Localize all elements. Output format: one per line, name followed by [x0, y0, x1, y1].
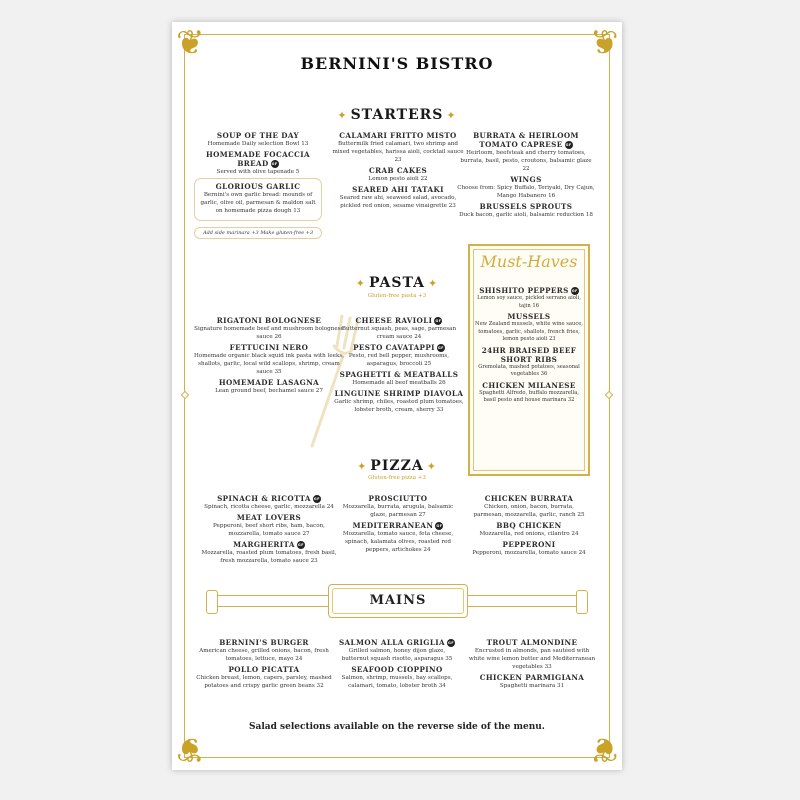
pizza-col-1 [200, 494, 338, 567]
pasta-col-2 [334, 316, 464, 416]
item-name: TROUT ALMONDINE [486, 638, 578, 647]
starters-heading: ✦ STARTERS ✦ [337, 107, 457, 123]
pizza-col-3 [470, 494, 588, 559]
item-desc: Bernini's own garlic bread: mounds of garlic, olive oil, parmesan & maldon salt on homemade pizza dough 13 [200, 192, 316, 214]
mains-banner [208, 584, 586, 618]
item-desc: Encrusted in almonds, pan sautéed with white wine lemon butter and Mediterranean vegetables 33 [468, 648, 596, 670]
item-name: CHICKEN PARMIGIANA [479, 673, 585, 682]
menu-item [196, 638, 332, 663]
item-name: HOMEMADE FOCACCIA BREAD GF [205, 150, 311, 168]
item-name: PROSCIUTTO [368, 494, 428, 503]
starters-col-1 [194, 131, 322, 239]
menu-item [332, 185, 464, 210]
banner-end-ornament-icon [576, 590, 588, 614]
menu-item [194, 378, 344, 395]
item-name: MUSSELS [507, 312, 551, 321]
item-desc: Homemade Daily selection Bowl 13 [207, 141, 309, 147]
item-name: CHICKEN MILANESE [482, 380, 576, 390]
menu-item [334, 389, 464, 414]
menu-item [474, 381, 584, 405]
item-name: BBQ CHICKEN [496, 521, 562, 530]
menu-item [456, 202, 596, 219]
item-name: CHEESE RAVIOLI GF [355, 316, 442, 325]
banner-box [328, 584, 468, 618]
item-name: MEAT LOVERS [236, 513, 302, 522]
item-name: SEAFOOD CIOPPINO [351, 665, 443, 674]
menu-item [334, 343, 464, 368]
item-desc: Pepperoni, beef short ribs, ham, bacon, mozzarella, tomato sauce 27 [213, 523, 325, 537]
item-name: BRUSSELS SPROUTS [479, 202, 573, 211]
must-haves-title: Must-Haves [480, 252, 578, 271]
item-desc: Pesto, red bell pepper, mushrooms, asparagus, broccoli 25 [348, 353, 450, 367]
gf-badge-icon: GF [437, 346, 444, 350]
item-desc: Salmon, shrimp, mussels, bay scallops, calamari, tomato, lobster broth 34 [341, 675, 453, 689]
menu-sheet [172, 22, 622, 770]
menu-item [196, 665, 332, 690]
item-name: SEARED AHI TATAKI [352, 185, 444, 194]
item-desc: Heirloom, beefsteak and cherry tomatoes, burrata, basil, pesto, croutons, balsamic glaze 22 [460, 150, 592, 172]
gf-badge-icon: GF [447, 641, 455, 645]
item-desc: Lemon pesto aioli 22 [368, 176, 428, 182]
corner-ornament-icon: ❦ [589, 729, 618, 769]
pizza-heading: ✦ PIZZA ✦ [357, 458, 437, 474]
gf-badge-icon: GF [435, 319, 442, 323]
glorious-garlic-box [194, 178, 322, 221]
menu-item [194, 150, 322, 176]
restaurant-title: BERNINI'S BISTRO [300, 54, 494, 73]
item-name: 24HR BRAISED BEEF SHORT RIBS [481, 345, 577, 364]
gf-badge-icon: GF [271, 162, 278, 166]
item-desc: Signature homemade beef and mushroom bolognese sauce 26 [194, 326, 344, 340]
menu-item [470, 494, 588, 519]
banner-end-ornament-icon [206, 590, 218, 614]
pasta-heading: ✦ PASTA ✦ [355, 275, 439, 291]
gf-badge-icon: GF [571, 289, 578, 293]
sparkle-icon: ✦ [357, 460, 368, 473]
menu-item [332, 166, 464, 183]
item-name: GLORIOUS GARLIC [215, 182, 301, 191]
item-name: CRAB CAKES [368, 166, 428, 175]
item-desc: Mozzarella, tomato sauce, feta cheese, spinach, kalamata olives, roasted red peppers, artichokes 24 [342, 531, 454, 553]
menu-item [474, 346, 584, 379]
menu-item [456, 175, 596, 200]
pizza-col-2 [340, 494, 456, 556]
item-desc: Gremolata, mashed potatoes, seasonal vegetables 36 [478, 363, 580, 377]
footer-note: Salad selections available on the reverse side of the menu. [249, 722, 545, 732]
item-name: BURRATA & HEIRLOOM TOMATO CAPRESE GF [473, 131, 579, 149]
item-name: SHISHITO PEPPERS GF [479, 286, 578, 295]
item-name: PESTO CAVATAPPI GF [353, 343, 444, 352]
menu-item [336, 665, 458, 690]
menu-item [470, 540, 588, 557]
item-name: MEDITERRANEAN GF [352, 521, 443, 530]
menu-item [332, 131, 464, 164]
item-desc: Seared raw ahi, seaweed salad, avocado, pickled red onion, sesame vinaigrette 23 [339, 195, 457, 209]
corner-ornament-icon: ❦ [176, 729, 205, 769]
item-name: FETTUCINI NERO [229, 343, 309, 352]
menu-item [468, 638, 596, 671]
menu-item [194, 316, 344, 341]
item-name: BERNINI'S BURGER [219, 638, 309, 647]
starters-col-2 [332, 131, 464, 212]
menu-item [336, 638, 458, 663]
item-desc: Grilled salmon, honey dijon glaze, butternut squash risotto, asparagus 35 [341, 648, 453, 662]
sparkle-icon: ✦ [355, 277, 366, 290]
menu-item [200, 540, 338, 565]
gf-badge-icon: GF [313, 497, 320, 501]
item-name: SOUP OF THE DAY [216, 131, 300, 140]
menu-item [334, 370, 464, 387]
item-desc: Butternut squash, peas, sage, parmesan cream sauce 24 [341, 326, 457, 340]
sparkle-icon: ✦ [426, 460, 437, 473]
starters-col-3 [456, 131, 596, 221]
item-desc: Chicken breast, lemon, capers, parsley, mashed potatoes and crispy garlic green beans 32 [196, 675, 332, 689]
menu-item [194, 131, 322, 148]
starters-addons: Add side marinara +3 Make gluten-free +3 [194, 227, 322, 239]
item-name: LINGUINE SHRIMP DIAVOLA [334, 389, 464, 398]
item-desc: Homemade all beef meatballs 26 [352, 380, 446, 386]
item-desc: Lemon soy sauce, pickled serrano aioli, tajin 16 [477, 295, 581, 309]
item-desc: Chicken, onion, bacon, burrata, parmesan, mozzarella, garlic, ranch 25 [473, 504, 585, 518]
item-desc: New Zealand mussels, white wine sauce, tomatoes, garlic, shallots, french fries, lemon pesto aioli 23 [475, 321, 583, 342]
gf-badge-icon: GF [565, 143, 572, 147]
pizza-subtitle: Gluten-free pizza +3 [368, 475, 426, 481]
menu-item [456, 131, 596, 173]
mains-heading: MAINS [369, 593, 427, 608]
mains-col-1 [196, 638, 332, 692]
item-name: SPINACH & RICOTTA GF [217, 494, 320, 503]
sparkle-icon: ✦ [428, 277, 439, 290]
item-desc: Mozzarella, red onions, cilantro 24 [479, 531, 579, 537]
item-name: RIGATONI BOLOGNESE [216, 316, 322, 325]
menu-item [468, 673, 596, 690]
gf-badge-icon: GF [436, 524, 443, 528]
item-name: HOMEMADE LASAGNA [218, 378, 320, 387]
item-desc: Buttermilk fried calamari, two shrimp and mixed vegetables, harissa aioli, cocktail sauce 23 [332, 141, 464, 163]
item-name: WINGS [510, 175, 542, 184]
item-desc: Mozzarella, burrata, arugula, balsamic glaze, parmesan 27 [342, 504, 454, 518]
item-desc: Lean ground beef, bechamel sauce 27 [215, 388, 323, 394]
corner-ornament-icon: ❦ [589, 23, 618, 63]
item-desc: Duck bacon, garlic aioli, balsamic reduction 18 [459, 212, 593, 218]
pasta-subtitle: Gluten-free pasta +3 [367, 293, 427, 299]
item-name: MARGHERITA GF [233, 540, 304, 549]
mains-col-3 [468, 638, 596, 692]
item-desc: Spinach, ricotta cheese, garlic, mozzarella 24 [204, 504, 334, 510]
item-desc: Mozzarella, roasted plum tomatoes, fresh basil, fresh mozzarella, tomato sauce 23 [201, 550, 337, 564]
item-name: SALMON ALLA GRIGLIA GF [338, 638, 455, 647]
menu-item [340, 521, 456, 554]
item-desc: Choose from: Spicy Buffalo, Teriyaki, Dry Cajun, Mango Habanero 16 [457, 185, 595, 199]
item-desc: Pepperoni, mozzarella, tomato sauce 24 [472, 550, 586, 556]
item-desc: Garlic shrimp, chiles, roasted plum tomatoes, lobster broth, cream, sherry 33 [334, 399, 464, 413]
item-name: CALAMARI FRITTO MISTO [339, 131, 457, 140]
menu-item [474, 312, 584, 344]
gf-badge-icon: GF [297, 543, 304, 547]
corner-ornament-icon: ❦ [176, 23, 205, 63]
menu-item [200, 513, 338, 538]
item-name: POLLO PICATTA [228, 665, 300, 674]
item-name: CHICKEN BURRATA [484, 494, 574, 503]
menu-item [194, 343, 344, 376]
item-desc: Homemade organic black squid ink pasta with leeks, shallots, garlic, local wild scallops, shrimp, cream sauce 35 [194, 353, 344, 375]
pasta-col-1 [194, 316, 344, 397]
mains-col-2 [336, 638, 458, 692]
item-name: SPAGHETTI & MEATBALLS [339, 370, 459, 379]
item-name: PEPPERONI [502, 540, 556, 549]
menu-item [334, 316, 464, 341]
item-desc: Spaghetti marinara 31 [499, 683, 565, 689]
menu-item [200, 494, 338, 511]
sparkle-icon: ✦ [337, 109, 348, 122]
menu-item [340, 494, 456, 519]
sparkle-icon: ✦ [446, 109, 457, 122]
item-desc: American cheese, grilled onions, bacon, fresh tomatoes, lettuce, mayo 24 [199, 648, 329, 662]
must-haves-list [474, 286, 584, 407]
menu-item [470, 521, 588, 538]
item-desc: Spaghetti Alfredo, buffalo mozzarella, basil pesto and house marinara 32 [479, 389, 579, 403]
item-desc: Served with olive tapenade 5 [216, 169, 300, 175]
